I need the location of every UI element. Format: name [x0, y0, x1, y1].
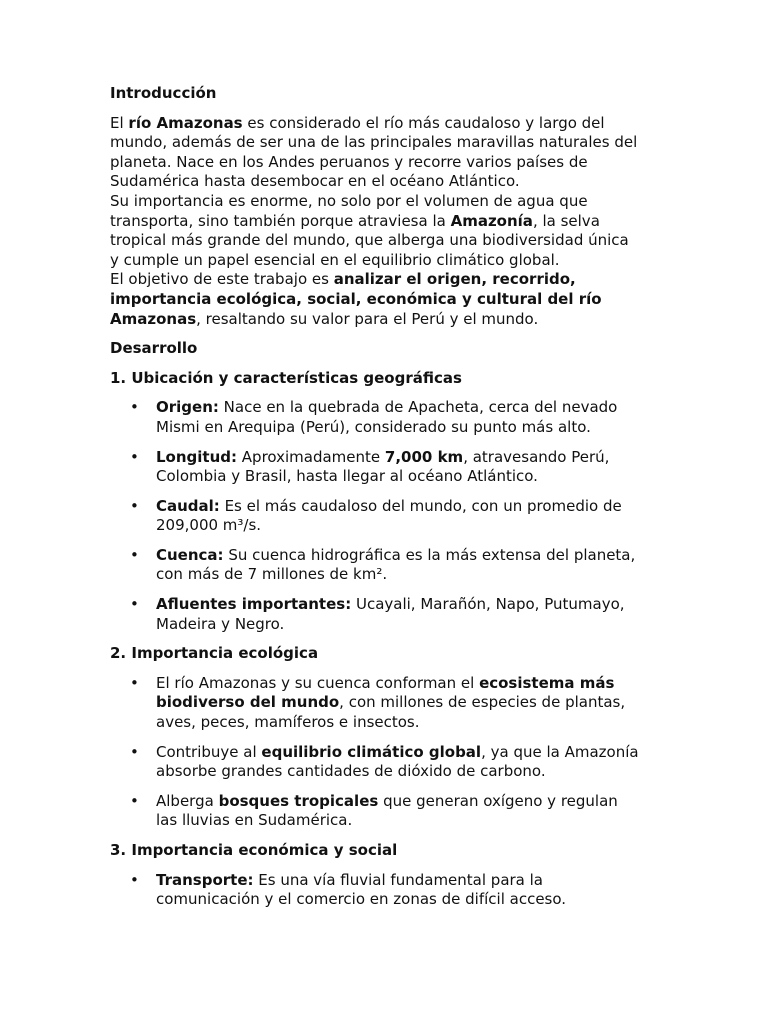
- section-2-heading: 2. Importancia ecológica: [110, 644, 319, 663]
- item-text: Nace en la quebrada de Apacheta, cerca del nevado: [218, 398, 618, 417]
- bullet-icon: •: [130, 742, 139, 761]
- item-text: Es una vía fluvial fundamental para la: [253, 870, 543, 889]
- bullet-icon: •: [130, 673, 139, 692]
- bullet-icon: •: [130, 595, 139, 614]
- list-line: Madeira y Negro.: [156, 614, 285, 633]
- intro-line: mundo, además de ser una de las principales maravillas naturales del: [110, 133, 638, 152]
- list-line: las lluvias en Sudamérica.: [156, 811, 353, 830]
- section-2-list: [110, 674, 670, 831]
- intro-line: [110, 290, 670, 310]
- item-text: , ya que la Amazonía: [481, 742, 639, 761]
- item-label: Transporte:: [156, 870, 254, 889]
- list-line: [156, 693, 670, 713]
- intro-line: y cumple un papel esencial en el equilibrio climático global.: [110, 250, 560, 269]
- item-bold: 7,000 km: [384, 447, 464, 466]
- item-bold: biodiverso del mundo: [156, 693, 340, 712]
- item-text: que generan oxígeno y regulan: [378, 791, 618, 810]
- item-label: Caudal:: [156, 496, 220, 515]
- bullet-icon: •: [130, 398, 139, 417]
- list-line: [156, 546, 670, 566]
- list-item: [110, 448, 670, 487]
- item-text: Ucayali, Marañón, Napo, Putumayo,: [351, 595, 625, 614]
- list-line: Mismi en Arequipa (Perú), considerado su punto más alto.: [156, 417, 591, 436]
- intro-line: [110, 212, 670, 232]
- bullet-icon: •: [130, 496, 139, 515]
- item-text: , atravesando Perú,: [463, 447, 610, 466]
- intro-line: [110, 270, 670, 290]
- intro-heading: Introducción: [110, 84, 217, 102]
- intro-line: tropical más grande del mundo, que alberga una biodiversidad única: [110, 231, 629, 250]
- bullet-icon: •: [130, 545, 139, 564]
- item-text: Su cuenca hidrográfica es la más extensa del planeta,: [223, 545, 636, 564]
- list-line: 209,000 m³/s.: [156, 516, 262, 535]
- list-item: [110, 497, 670, 536]
- intro-text: es considerado el río más caudaloso y largo del: [242, 113, 605, 132]
- list-line: [156, 398, 670, 418]
- list-item: [110, 871, 670, 910]
- item-text: Contribuye al: [156, 742, 262, 761]
- list-line: [156, 871, 670, 891]
- intro-bold-objective: importancia ecológica, social, económica y cultural del río: [110, 289, 602, 308]
- list-line: [156, 792, 670, 812]
- item-bold: equilibrio climático global: [261, 742, 482, 761]
- list-item: [110, 743, 670, 782]
- item-text: , con millones de especies de plantas,: [339, 693, 626, 712]
- bullet-icon: •: [130, 447, 139, 466]
- item-text: Alberga: [156, 791, 219, 810]
- list-line: [156, 595, 670, 615]
- list-item: [110, 546, 670, 585]
- item-text: Es el más caudaloso del mundo, con un promedio de: [219, 496, 622, 515]
- list-item: [110, 595, 670, 634]
- intro-line: Sudamérica hasta desembocar en el océano Atlántico.: [110, 172, 520, 191]
- intro-text: , la selva: [532, 211, 600, 230]
- item-label: Origen:: [156, 398, 219, 417]
- list-line: [156, 448, 670, 468]
- list-line: [156, 674, 670, 694]
- bullet-icon: •: [130, 870, 139, 889]
- item-bold: ecosistema más: [479, 673, 615, 692]
- intro-bold-amazonia: Amazonía: [450, 211, 533, 230]
- intro-paragraph: [110, 114, 670, 330]
- list-line: Colombia y Brasil, hasta llegar al océano Atlántico.: [156, 467, 538, 486]
- list-line: [156, 497, 670, 517]
- list-line: absorbe grandes cantidades de dióxido de carbono.: [156, 762, 546, 781]
- document-page: [110, 84, 670, 920]
- list-line: con más de 7 millones de km².: [156, 565, 388, 584]
- list-line: comunicación y el comercio en zonas de difícil acceso.: [156, 890, 567, 909]
- list-item: [110, 398, 670, 437]
- intro-line: planeta. Nace en los Andes peruanos y recorre varios países de: [110, 152, 588, 171]
- section-1-heading: 1. Ubicación y características geográficas: [110, 368, 462, 387]
- list-line: [156, 743, 670, 763]
- intro-bold-amazonas: río Amazonas: [128, 113, 243, 132]
- intro-text: El: [110, 113, 129, 132]
- list-line: aves, peces, mamíferos e insectos.: [156, 713, 420, 732]
- item-label: Afluentes importantes:: [156, 595, 352, 614]
- item-label: Longitud:: [156, 447, 238, 466]
- bullet-icon: •: [130, 791, 139, 810]
- intro-bold-objective: analizar el origen, recorrido,: [333, 270, 576, 289]
- intro-line: [110, 310, 670, 330]
- intro-line: [110, 114, 670, 134]
- item-label: Cuenca:: [156, 545, 224, 564]
- section-3-heading: 3. Importancia económica y social: [110, 841, 398, 859]
- section-3-list: [110, 871, 670, 910]
- list-item: [110, 674, 670, 733]
- intro-text: , resaltando su valor para el Perú y el mundo.: [196, 309, 539, 328]
- intro-text: El objetivo de este trabajo es: [110, 270, 334, 289]
- list-item: [110, 792, 670, 831]
- intro-text: transporta, sino también porque atraviesa la: [110, 211, 451, 230]
- section-1-list: [110, 398, 670, 634]
- desarrollo-heading: Desarrollo: [110, 339, 198, 358]
- item-text: Aproximadamente: [237, 447, 385, 466]
- intro-line: Su importancia es enorme, no solo por el volumen de agua que: [110, 191, 588, 210]
- item-text: El río Amazonas y su cuenca conforman el: [156, 673, 480, 692]
- item-bold: bosques tropicales: [218, 791, 379, 810]
- intro-bold-objective: Amazonas: [110, 309, 197, 328]
